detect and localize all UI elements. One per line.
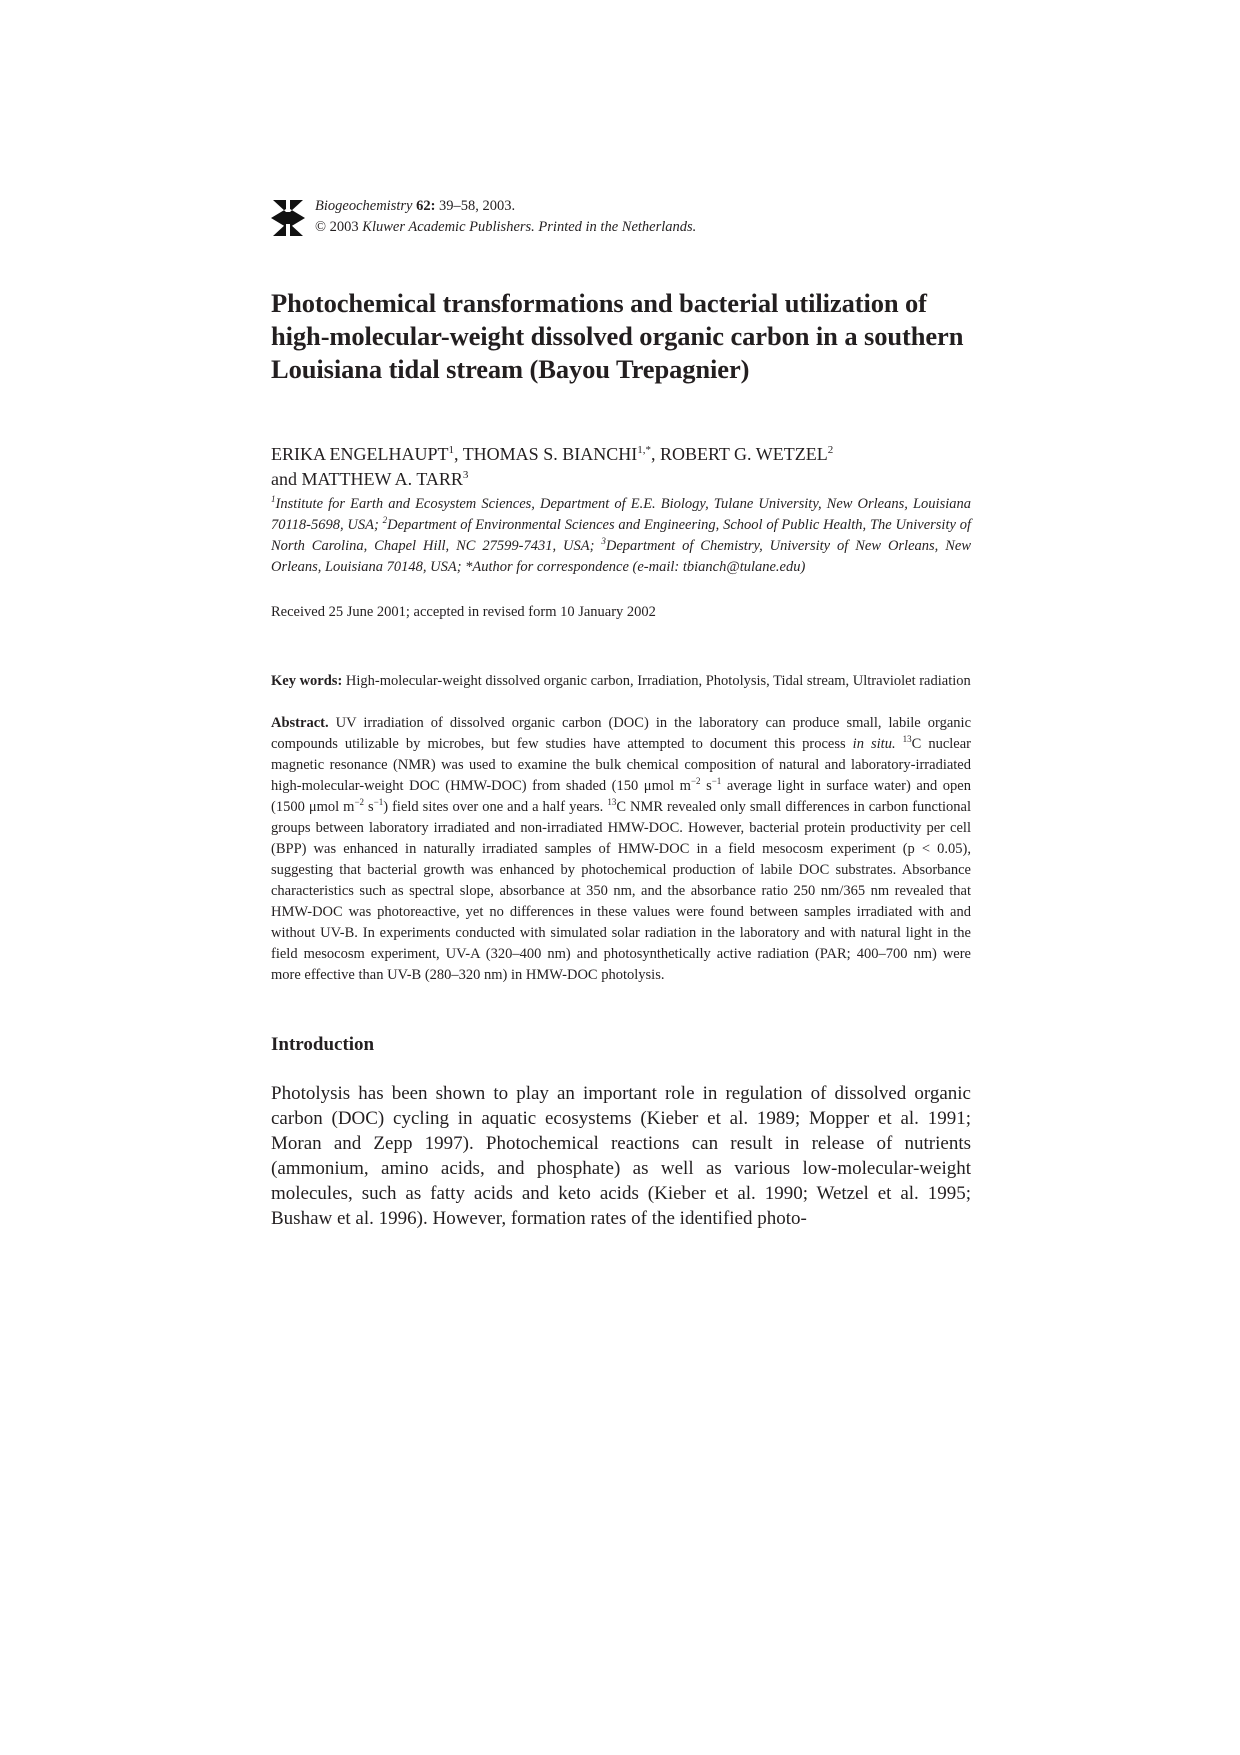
- author-separator: ,: [454, 444, 463, 464]
- journal-pages-year: 39–58, 2003.: [435, 198, 516, 214]
- abstract-italic: in situ.: [852, 736, 896, 752]
- journal-name: Biogeochemistry: [315, 198, 413, 214]
- author-affil-marker: 2: [827, 444, 834, 456]
- abstract-text: ) field sites over one and a half years.: [383, 799, 608, 815]
- abstract-text: C NMR revealed only small differences in carbon functional groups between laboratory irradiated and non-irradiated HMW-DOC. However, bacterial protein productivity per cell (BPP) was enhanced in naturally irradiated samples of HMW-DOC in a field mesocosm experiment (p < 0.05), suggesting that bacterial growth was enhanced by photochemical production of labile DOC substrates. Absorbance characteristics such as spectral slope, absorbance at 350 nm, and the absorbance ratio 250 nm/365 nm revealed that HMW-DOC was photoreactive, yet no differences in these values were found between samples irradiated with and without UV-B. In experiments conducted with simulated solar radiation in the laboratory and with natural light in the field mesocosm experiment, UV-A (320–400 nm) and photosynthetically active radiation (PAR; 400–700 nm) were more effective than UV-B (280–320 nm) in HMW-DOC photolysis.: [271, 799, 971, 983]
- author-affil-marker: 3: [462, 469, 469, 481]
- paper-page: [271, 196, 971, 1250]
- author-list: [271, 442, 971, 492]
- introduction-paragraph: Photolysis has been shown to play an important role in regulation of dissolved organic carbon (DOC) cycling in aquatic ecosystems (Kieber et al. 1989; Mopper et al. 1991; Moran and Zepp 1997). Photochemical reactions can result in release of nutrients (ammonium, amino acids, and phosphate) as well as various low-molecular-weight molecules, such as fatty acids and keto acids (Kieber et al. 1990; Wetzel et al. 1995; Bushaw et al. 1996). However, formation rates of the identified photo-: [271, 1083, 971, 1229]
- journal-volume: 62:: [416, 198, 436, 214]
- affil-marker: 1: [271, 494, 276, 504]
- journal-header: [271, 196, 971, 246]
- affiliation-text: Department of Environmental Sciences and Engineering, School of Public Health, The University of North Carolina, Chapel Hill, NC 27599-7431, USA;: [271, 517, 971, 554]
- abstract-text: C nuclear magnetic resonance (NMR) was used to examine the bulk chemical composition of natural and laboratory-irradiated high-molecular-weight DOC (HMW-DOC) from shaded (150 μmol m: [271, 736, 972, 794]
- paper-title: Photochemical transformations and bacterial utilization of high-molecular-weight dissolved organic carbon in a southern Louisiana tidal stream (Bayou Trepagnier): [271, 288, 964, 384]
- author-name: ERIKA ENGELHAUPT: [271, 444, 449, 464]
- abstract-text: s: [364, 799, 374, 815]
- author-name: and MATTHEW A. TARR: [271, 469, 463, 489]
- unit-sup: −2: [354, 797, 365, 807]
- keywords-text: High-molecular-weight dissolved organic carbon, Irradiation, Photolysis, Tidal stream, Ultraviolet radiation: [342, 673, 971, 689]
- section-heading-introduction: Introduction: [271, 1034, 375, 1055]
- unit-sup: −2: [690, 776, 701, 786]
- abstract: [271, 713, 971, 986]
- publisher-line: Kluwer Academic Publishers. Printed in the Netherlands.: [362, 219, 697, 235]
- author-name: THOMAS S. BIANCHI: [462, 444, 638, 464]
- copyright-year: © 2003: [315, 219, 363, 235]
- journal-citation: [315, 196, 696, 238]
- keywords: [271, 671, 971, 692]
- affiliations: [271, 494, 971, 578]
- received-dates: Received 25 June 2001; accepted in revised form 10 January 2002: [271, 604, 656, 620]
- author-separator: ,: [650, 444, 660, 464]
- affiliation-text: Department of Chemistry, University of New Orleans, New Orleans, Louisiana 70148, USA; *Author for correspondence (e-mail: tbianch@tulane.edu): [271, 538, 972, 575]
- isotope-sup: 13: [902, 734, 912, 744]
- author-affil-marker: 1: [448, 444, 454, 456]
- unit-sup: −1: [711, 776, 722, 786]
- isotope-sup: 13: [607, 797, 617, 807]
- abstract-text: s: [700, 778, 712, 794]
- abstract-text: average light in surface water) and open (1500 μmol m: [271, 778, 971, 815]
- author-affil-marker: 1,*: [637, 444, 651, 456]
- affil-marker: 2: [382, 515, 388, 525]
- affil-marker: 3: [601, 536, 606, 546]
- unit-sup: −1: [373, 797, 384, 807]
- author-name: ROBERT G. WETZEL: [659, 444, 828, 464]
- kluwer-logo-icon: [271, 198, 305, 238]
- abstract-label: Abstract.: [271, 715, 329, 731]
- keywords-label: Key words:: [271, 673, 343, 689]
- abstract-text: UV irradiation of dissolved organic carbon (DOC) in the laboratory can produce small, labile organic compounds utilizable by microbes, but few studies have attempted to document this process: [271, 715, 971, 752]
- affiliation-text: Institute for Earth and Ecosystem Sciences, Department of E.E. Biology, Tulane University, New Orleans, Louisiana 70118-5698, USA;: [271, 496, 971, 533]
